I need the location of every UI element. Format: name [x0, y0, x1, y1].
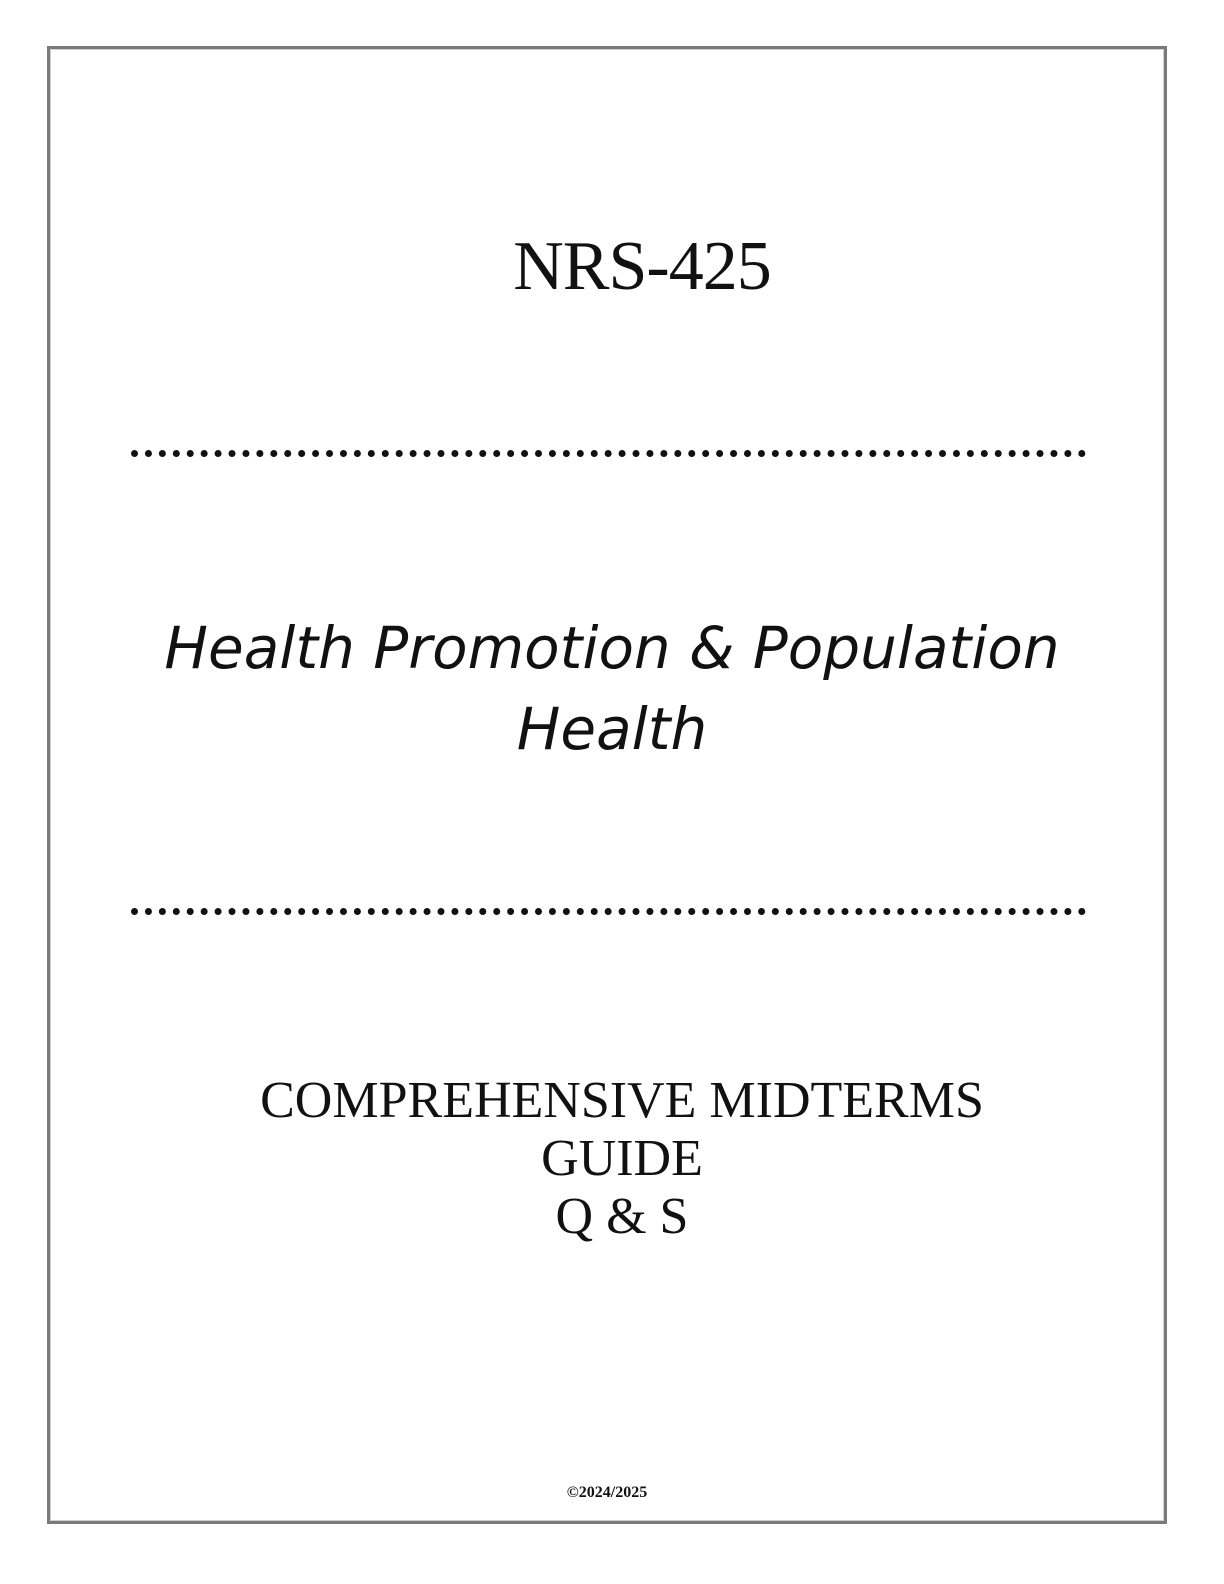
- subject-line-1: Health Promotion & Population: [164, 614, 1060, 682]
- course-code-title: NRS-425: [513, 228, 771, 305]
- guide-line-3: Q & S: [555, 1188, 689, 1245]
- dotted-divider-bottom: [131, 908, 1086, 915]
- copyright-text: ©2024/2025: [566, 1484, 648, 1501]
- dotted-divider-top: [131, 450, 1086, 457]
- subject-title: [0, 608, 1224, 770]
- guide-title: [0, 1072, 1224, 1246]
- subject-line-2: Health: [516, 695, 708, 763]
- guide-line-2: GUIDE: [541, 1130, 703, 1187]
- guide-line-1: COMPREHENSIVE MIDTERMS: [260, 1072, 984, 1129]
